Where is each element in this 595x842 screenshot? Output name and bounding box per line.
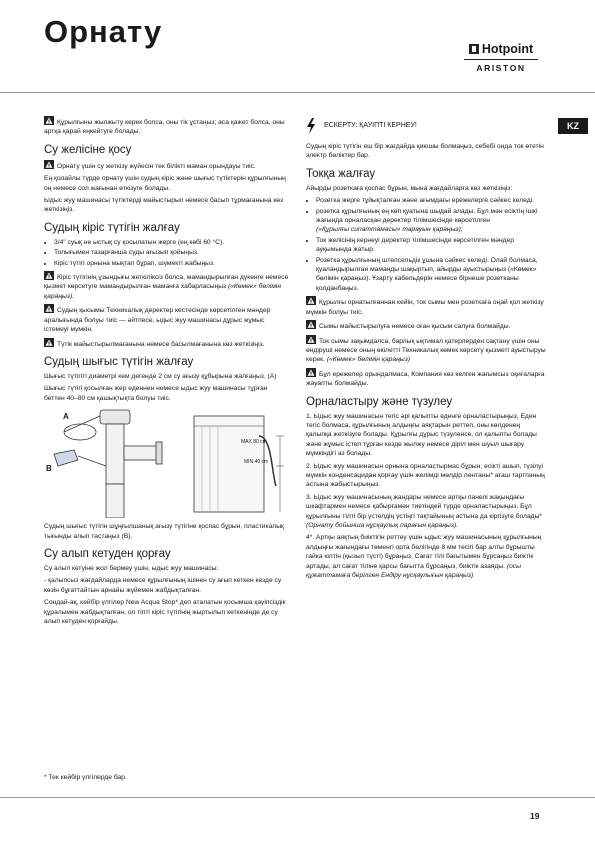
list-item: • Кіріс түтігі орнына мықтап бұрап, шүмекті жабыңыз.: [54, 259, 289, 268]
paragraph: Шығыс түтігі қосылған жер еденнен немесе ыдыс жуу машинасы тұрған беттен 40–80 см қашықтықта болуы тиіс.: [44, 385, 268, 402]
paragraph: Бұл ережелер орындалмаса, Компания көз келген жағымсыз оқиғаларға жауапты болмайды.: [306, 368, 546, 389]
paragraph: Шығыс түтігіті диаметрі кем дегенде 2 см су ағызу құбырына жалғаңыз. (A): [44, 372, 277, 380]
heading-flood-protection: Су алып кетуден қорғау: [44, 547, 171, 560]
heading-inlet-hose: Судың кіріс түтігін жалғау: [44, 221, 180, 234]
paragraph: Су алып кетуіне жол бермеу үшін, ыдыс жуу машинасы:: [44, 564, 219, 572]
paragraph: Құрылғыны жылжыту керек болса, оны тік ұстаңыз; аса қажет болса, оны артқа қарай еңкейтуге болады.: [44, 116, 289, 137]
paragraph: Айырды розеткаға қоспас бұрын, мына жағдайларға көз жеткізіңіз:: [306, 184, 513, 192]
paragraph: Кіріс түтігінің ұзындығы жеткіліксіз болса, мамандырылған дүкенге немесе қызмет көрсетуге мамандырылған маманға хабарласыңыз («Көмек» бөлімін қараңыз).: [44, 271, 289, 301]
inlet-list: [44, 238, 289, 268]
list-item: • розетка құрылғының ең көп қуатына шыдай алады. Бұл мән есіктің ішкі жағында орналасқан деректер тілімшесінде көрсетілген («Құрылғы сипаттамасы» тарауын қараңыз);: [316, 207, 546, 235]
footnote: * Тек кейбір үлгілерде бар.: [44, 774, 127, 781]
warning-icon: [44, 304, 54, 313]
paragraph: Ток сымы зақымдалса, барлық ықтимал қатерлерден сақтану үшін оны өндіруші немесе оның өкілетті Техникалық көмек көрсету қызметі ауыстыруы керек. («Көмек» бөлімін қараңыз): [306, 335, 546, 365]
heading-placement: Орналастыру және түзулеу: [306, 395, 453, 408]
warning-icon: [44, 338, 54, 347]
paragraph: Ең қолайлы түрде орнату үшін судың кіріс және шығыс түтіктерін құрылғының оң немесе сол жағынан өткізуге болады.: [44, 175, 286, 192]
figure-label-a: A: [63, 412, 69, 422]
paragraph: Сондай-ақ, кейбір үлгілер New Acqua Stop* деп аталатын қосымша қауіпсіздік құралымен жабдықталған, ол тіпті кіріс түтігінің жыртылып кеткенінде де су алып кетуден қорғайды.: [44, 599, 286, 625]
warning-icon: [44, 160, 54, 169]
left-column: [44, 116, 289, 629]
list-item: • 3/4" суық не ыстық су қосылатын жерге (ең көбі 60 °C).: [54, 238, 289, 247]
warning-icon: [306, 335, 316, 344]
paragraph: Құрылғы орнатылғаннан кейін, ток сымы мен розеткаға оңай қол жеткізу мүмкін болуы тиіс.: [306, 296, 546, 317]
paragraph: 1. Ыдыс жуу машинасын тегіс әрі қалыпты еденге орналастырыңыз. Еден тегіс болмаса, құрылғының алдыңғы аяқтарын реттеп, оны көлденең қалыпқа жеткізуге болады. Құрылғы дұрыс түзуленсе, ол қалыпты болады және жұмыс істеп тұрған кезде жылжу немесе діріл мен шуыл шығару мүмкіндігі аз болады.: [306, 412, 537, 458]
paragraph: Судың шығыс түтігін шұңғылшанық ағызу түтігіне қоспас бұрын, пластикалық тығынды алып тастаңыз (B).: [44, 523, 284, 540]
header-divider: [0, 92, 595, 93]
heading-power-connection: Токқа жалғау: [306, 167, 376, 180]
warning-icon: [306, 296, 316, 305]
brand-logo: [460, 42, 542, 73]
figure-max-label: MAX 80 cm: [241, 439, 267, 446]
figure-min-label: MIN 40 cm: [244, 459, 269, 466]
paragraph: 2. Ыдыс жуу машинасын орнына орналастырмас бұрын, есікті ашып, түзілуі мүмкін конденсацидан қорғау үшін желімді мөлдір лентаны* ағаш тартпаның астына жабыстырыңыз.: [306, 462, 545, 489]
warning-icon: [44, 271, 54, 280]
paragraph: Судың қысымы Техникалық деректер кестесінде көрсетілген мәндер аралығында болуы тиіс — әйтпесе, ыдыс жуу машинасы дұрыс жұмыс істемеуі мүмкін.: [44, 304, 289, 334]
brand-name: Hotpoint: [481, 42, 534, 56]
drain-hose-illustration: [44, 406, 289, 518]
power-list: [306, 196, 546, 293]
hotpoint-logo-icon: [469, 44, 479, 54]
warning-icon: [306, 368, 316, 377]
list-item: • Розетка жерге тұйықталған және ағымдағы ережелерге сәйкес келеді.: [316, 196, 546, 205]
list-item: • Розетка құрылғының штепсельдік ұшына сәйкес келеді. Олай болмаса, қуаландырылған маманды шақыртып, айырды ауыстырыңыз («Көмек» бөлімін қараңыз). Ұзарту кабельдерін немесе бірнеше розетканы қолданбаңыз.: [316, 256, 546, 294]
lightning-icon: [306, 118, 316, 134]
paragraph: Ыдыс жуу машинасы түтіктерді майыстырып немесе басып тұрмағанына көз жеткізіңіз.: [44, 197, 284, 214]
heading-outlet-hose: Судың шығыс түтігін жалғау: [44, 355, 194, 368]
paragraph: Сымы майыстырылуға немесе оған қысым салуға болмайды.: [306, 320, 546, 331]
heading-water-connection: Су желісіне қосу: [44, 143, 132, 156]
paragraph: Судың кіріс түтігін еш бір жағдайда қиюшы болмаңыз, себебі онда ток өтетін электр бөліктер бар.: [306, 143, 544, 160]
list-item: • Толығымен тазарғанша суды ағызып қойыңыз.: [54, 248, 289, 257]
warning-icon: [44, 116, 54, 125]
footer-divider: [0, 797, 595, 798]
right-column: [306, 116, 546, 583]
page-number: 19: [530, 811, 540, 821]
paragraph: - қалыпсыз жағдайларда немесе құрылғының ішінен су ағып кеткен кезде су көзін бұғаттайтын арнайы жүйемен жабдықталған.: [44, 577, 282, 594]
list-item: • Ток желісінің кернеуі деректер тілімшесінде көрсетілген мәндер ауқымында жатыр.: [316, 236, 546, 255]
language-badge: KZ: [558, 118, 588, 134]
paragraph: Орнату үшін су жеткізу жүйесін тек білікті маман орындауы тиіс.: [44, 160, 289, 171]
paragraph: Түтік майыстырылмағанына немесе басылмағанына көз жеткізіңіз.: [44, 338, 289, 349]
figure-label-b: B: [46, 464, 52, 474]
warning-icon: [306, 320, 316, 329]
page-title: Орнату: [44, 14, 163, 49]
brand-sub: ARISTON: [476, 63, 526, 73]
danger-warning: ЕСКЕРТУ: ҚАУІПТІ КЕРНЕУ!: [306, 118, 546, 134]
paragraph: 3. Ыдыс жуу машинасының жандары немесе артқы панелі жақындағы шкафтармен немесе қабырғамен тиетіндей түрде орналастырыңыз. Бұл құрылғыны тілті бір үстелдің үстіңгі тақтайының астына да кіргізуге болады* (Орнату бойынша нұсқаулық парағын қараңыз).: [306, 493, 542, 529]
paragraph: 4*. Артқы аяқтың биіктігін реттеу үшін ыдыс жуу машинасының құрылғының алдыңғы жағындағы төменгі орта бөлігінде 8 мм тесігі бар алты бұрышты гайка кілтін (қызыл түсті) бұраңыз. Сағат тілі бағытымен бұрсаңыз биіктік артады, ал сағат тіліне қарсы бағытта бұрсаңыз, биіктік азаяды. (осы құжаттамаға берілген Ендіру нұсқаулығын қараңыз): [306, 534, 542, 580]
